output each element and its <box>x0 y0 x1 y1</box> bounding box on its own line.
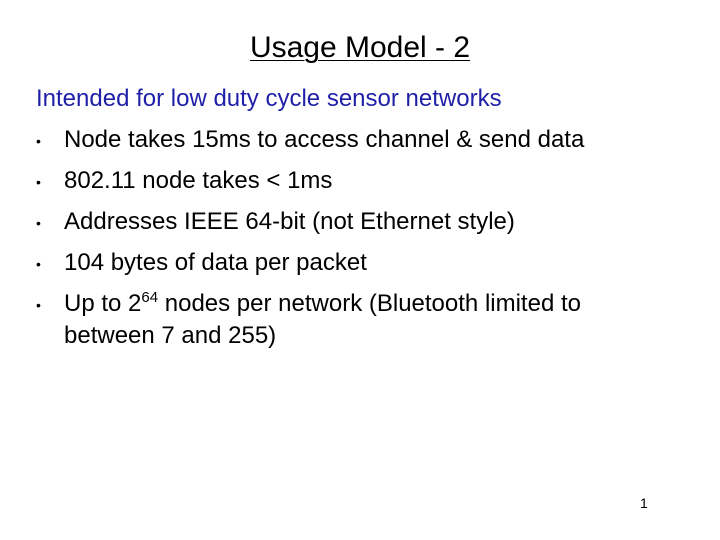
bullet-text: Addresses IEEE 64-bit (not Ethernet style) <box>64 208 515 235</box>
bullet-text <box>64 290 581 317</box>
bullet-dot-icon: • <box>36 133 41 149</box>
bullet-item <box>36 206 686 238</box>
exponent: 64 <box>141 289 159 306</box>
slide-title-text: Usage Model - 2 <box>249 31 471 64</box>
bullet-item <box>36 288 686 352</box>
bullet-text: 802.11 node takes < 1ms <box>64 167 333 194</box>
page-number: 1 <box>640 495 648 511</box>
bullet-item <box>36 165 686 197</box>
slide-title <box>0 28 720 68</box>
bullet-text: 104 bytes of data per packet <box>64 249 367 276</box>
bullet-continuation: between 7 and 255) <box>64 322 277 349</box>
bullet-dot-icon: • <box>36 215 41 231</box>
bullet-dot-icon: • <box>36 174 41 190</box>
bullet-dot-icon: • <box>36 256 41 272</box>
bullet-item <box>36 247 686 279</box>
bullet-text: Node takes 15ms to access channel & send data <box>64 126 585 153</box>
intro-line: Intended for low duty cycle sensor networks <box>36 85 502 112</box>
bullet-dot-icon: • <box>36 297 41 313</box>
bullet-text-after: nodes per network (Bluetooth limited to <box>158 290 581 317</box>
bullet-text-before: Up to 2 <box>64 290 142 317</box>
bullet-item <box>36 124 686 156</box>
bullet-list <box>36 124 686 361</box>
